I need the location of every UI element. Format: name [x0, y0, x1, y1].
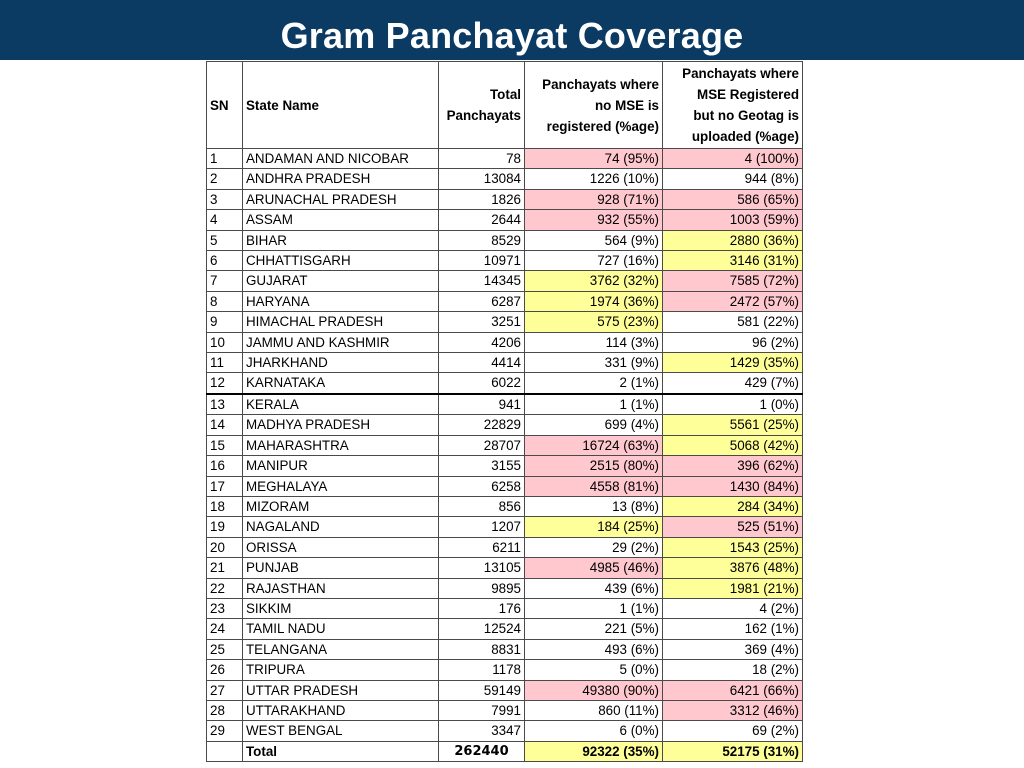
table-row: [207, 271, 803, 291]
total-panchayats-cell: 6211: [439, 537, 525, 557]
table-row: [207, 476, 803, 496]
no-geotag-cell: 1981 (21%): [663, 578, 803, 598]
no-geotag-cell: 525 (51%): [663, 517, 803, 537]
sn-cell: 2: [207, 169, 243, 189]
no-mse-cell: 1974 (36%): [525, 291, 663, 311]
total-panchayats-cell: 3251: [439, 312, 525, 332]
sn-cell: 17: [207, 476, 243, 496]
total-panchayats-cell: 856: [439, 496, 525, 516]
page-title: Gram Panchayat Coverage: [280, 15, 744, 56]
total-panchayats-cell: 59149: [439, 680, 525, 700]
sn-cell: 16: [207, 456, 243, 476]
total-panchayats-cell: 6258: [439, 476, 525, 496]
state-name-cell: UTTARAKHAND: [243, 700, 439, 720]
table-row: [207, 353, 803, 373]
table-row: [207, 496, 803, 516]
table-row: [207, 578, 803, 598]
header-row: [207, 62, 803, 149]
header-line: Total: [490, 87, 521, 102]
header-line: but no Geotag is: [693, 108, 799, 123]
no-mse-cell: 4985 (46%): [525, 558, 663, 578]
table-row: [207, 251, 803, 271]
header-line: Panchayats where: [542, 76, 659, 92]
header-line: Panchayats: [446, 108, 521, 123]
table-row: [207, 558, 803, 578]
table-row: [207, 660, 803, 680]
total-panchayats-cell: 22829: [439, 415, 525, 435]
no-mse-cell: 860 (11%): [525, 700, 663, 720]
sn-cell: 5: [207, 230, 243, 250]
sn-cell: 15: [207, 435, 243, 455]
sn-cell: 29: [207, 721, 243, 741]
sn-cell: 4: [207, 210, 243, 230]
header-line: no MSE is: [595, 97, 659, 113]
total-panchayats-cell: 8529: [439, 230, 525, 250]
table-row: [207, 312, 803, 332]
total-panchayats-cell: 1207: [439, 517, 525, 537]
table-row: [207, 291, 803, 311]
no-geotag-cell: 5068 (42%): [663, 435, 803, 455]
total-label: Total: [243, 741, 439, 761]
state-name-cell: MADHYA PRADESH: [243, 415, 439, 435]
no-mse-cell: 114 (3%): [525, 332, 663, 352]
total-panchayats-cell: 1826: [439, 189, 525, 209]
no-geotag-cell: 1 (0%): [663, 394, 803, 415]
no-geotag-cell: 5561 (25%): [663, 415, 803, 435]
state-name-cell: GUJARAT: [243, 271, 439, 291]
no-mse-cell: 1 (1%): [525, 394, 663, 415]
no-geotag-cell: 3876 (48%): [663, 558, 803, 578]
table-row: [207, 189, 803, 209]
no-mse-cell: 16724 (63%): [525, 435, 663, 455]
table-row: [207, 456, 803, 476]
table-row: [207, 619, 803, 639]
sn-cell: 12: [207, 373, 243, 394]
sn-cell: 9: [207, 312, 243, 332]
total-panchayats-cell: 8831: [439, 639, 525, 659]
sn-cell: 14: [207, 415, 243, 435]
no-geotag-cell: 1543 (25%): [663, 537, 803, 557]
no-mse-cell: 928 (71%): [525, 189, 663, 209]
no-mse-cell: 2515 (80%): [525, 456, 663, 476]
no-mse-cell: 3762 (32%): [525, 271, 663, 291]
total-sn-cell: [207, 741, 243, 761]
no-geotag-cell: 2472 (57%): [663, 291, 803, 311]
sn-cell: 25: [207, 639, 243, 659]
total-panchayats-cell: 13084: [439, 169, 525, 189]
table-row: [207, 169, 803, 189]
header-line: Panchayats where: [682, 66, 799, 81]
total-panchayats-cell: 4414: [439, 353, 525, 373]
table-row: [207, 435, 803, 455]
sn-cell: 28: [207, 700, 243, 720]
no-mse-cell: 575 (23%): [525, 312, 663, 332]
total-panchayats-cell: 28707: [439, 435, 525, 455]
no-geotag-cell: 396 (62%): [663, 456, 803, 476]
no-mse-cell: 184 (25%): [525, 517, 663, 537]
total-panchayats-value: 262440: [439, 741, 525, 761]
header-sn: SN: [207, 62, 243, 149]
table-row: [207, 700, 803, 720]
state-name-cell: MEGHALAYA: [243, 476, 439, 496]
no-mse-cell: 49380 (90%): [525, 680, 663, 700]
total-no-geotag-value: 52175 (31%): [663, 741, 803, 761]
sn-cell: 1: [207, 149, 243, 169]
state-name-cell: JHARKHAND: [243, 353, 439, 373]
no-mse-cell: 699 (4%): [525, 415, 663, 435]
total-row: [207, 741, 803, 761]
table-row: [207, 598, 803, 618]
header-state-name: State Name: [243, 62, 439, 149]
no-geotag-cell: 3146 (31%): [663, 251, 803, 271]
sn-cell: 10: [207, 332, 243, 352]
no-geotag-cell: 162 (1%): [663, 619, 803, 639]
sn-cell: 8: [207, 291, 243, 311]
total-panchayats-cell: 3347: [439, 721, 525, 741]
header-line: registered (%age): [546, 118, 659, 134]
state-name-cell: PUNJAB: [243, 558, 439, 578]
no-mse-cell: 1226 (10%): [525, 169, 663, 189]
state-name-cell: ANDHRA PRADESH: [243, 169, 439, 189]
total-panchayats-cell: 1178: [439, 660, 525, 680]
sn-cell: 21: [207, 558, 243, 578]
total-panchayats-cell: 12524: [439, 619, 525, 639]
state-name-cell: HIMACHAL PRADESH: [243, 312, 439, 332]
no-mse-cell: 2 (1%): [525, 373, 663, 394]
state-name-cell: WEST BENGAL: [243, 721, 439, 741]
header-line: MSE Registered: [697, 87, 799, 102]
no-geotag-cell: 944 (8%): [663, 169, 803, 189]
table-row: [207, 639, 803, 659]
no-mse-cell: 4558 (81%): [525, 476, 663, 496]
state-name-cell: JAMMU AND KASHMIR: [243, 332, 439, 352]
table-row: [207, 721, 803, 741]
state-name-cell: KERALA: [243, 394, 439, 415]
header-total-panchayats: [439, 62, 525, 149]
total-panchayats-cell: 78: [439, 149, 525, 169]
header-line: uploaded (%age): [691, 129, 799, 144]
table-row: [207, 230, 803, 250]
no-geotag-cell: 96 (2%): [663, 332, 803, 352]
state-name-cell: HARYANA: [243, 291, 439, 311]
no-geotag-cell: 69 (2%): [663, 721, 803, 741]
sn-cell: 13: [207, 394, 243, 415]
no-geotag-cell: 284 (34%): [663, 496, 803, 516]
sn-cell: 6: [207, 251, 243, 271]
sn-cell: 11: [207, 353, 243, 373]
state-name-cell: ASSAM: [243, 210, 439, 230]
no-mse-cell: 1 (1%): [525, 598, 663, 618]
state-name-cell: MANIPUR: [243, 456, 439, 476]
table-row: [207, 149, 803, 169]
total-panchayats-cell: 9895: [439, 578, 525, 598]
sn-cell: 27: [207, 680, 243, 700]
no-geotag-cell: 3312 (46%): [663, 700, 803, 720]
state-name-cell: ARUNACHAL PRADESH: [243, 189, 439, 209]
state-name-cell: KARNATAKA: [243, 373, 439, 394]
total-panchayats-cell: 2644: [439, 210, 525, 230]
state-name-cell: TAMIL NADU: [243, 619, 439, 639]
no-geotag-cell: 581 (22%): [663, 312, 803, 332]
no-geotag-cell: 7585 (72%): [663, 271, 803, 291]
no-mse-cell: 74 (95%): [525, 149, 663, 169]
no-geotag-cell: 18 (2%): [663, 660, 803, 680]
no-mse-cell: 13 (8%): [525, 496, 663, 516]
no-geotag-cell: 1430 (84%): [663, 476, 803, 496]
no-mse-cell: 221 (5%): [525, 619, 663, 639]
table-row: [207, 680, 803, 700]
no-mse-cell: 6 (0%): [525, 721, 663, 741]
table-row: [207, 415, 803, 435]
total-panchayats-cell: 6022: [439, 373, 525, 394]
coverage-table: [206, 61, 803, 762]
total-panchayats-cell: 10971: [439, 251, 525, 271]
no-geotag-cell: 369 (4%): [663, 639, 803, 659]
sn-cell: 3: [207, 189, 243, 209]
total-panchayats-cell: 6287: [439, 291, 525, 311]
total-panchayats-cell: 941: [439, 394, 525, 415]
total-no-mse-value: 92322 (35%): [525, 741, 663, 761]
total-panchayats-cell: 13105: [439, 558, 525, 578]
state-name-cell: RAJASTHAN: [243, 578, 439, 598]
no-mse-cell: 493 (6%): [525, 639, 663, 659]
no-geotag-cell: 2880 (36%): [663, 230, 803, 250]
no-mse-cell: 29 (2%): [525, 537, 663, 557]
no-geotag-cell: 1429 (35%): [663, 353, 803, 373]
state-name-cell: CHHATTISGARH: [243, 251, 439, 271]
state-name-cell: UTTAR PRADESH: [243, 680, 439, 700]
total-panchayats-cell: 176: [439, 598, 525, 618]
table-row: [207, 517, 803, 537]
sn-cell: 20: [207, 537, 243, 557]
sn-cell: 19: [207, 517, 243, 537]
table-row: [207, 373, 803, 394]
table-row: [207, 332, 803, 352]
state-name-cell: MAHARASHTRA: [243, 435, 439, 455]
no-geotag-cell: 4 (100%): [663, 149, 803, 169]
state-name-cell: ANDAMAN AND NICOBAR: [243, 149, 439, 169]
header-no-mse: [525, 62, 663, 149]
sn-cell: 22: [207, 578, 243, 598]
title-bar: [0, 0, 1024, 60]
total-panchayats-cell: 7991: [439, 700, 525, 720]
table-row: [207, 394, 803, 415]
sn-cell: 23: [207, 598, 243, 618]
no-geotag-cell: 586 (65%): [663, 189, 803, 209]
sn-cell: 7: [207, 271, 243, 291]
table-body: [207, 149, 803, 762]
state-name-cell: ORISSA: [243, 537, 439, 557]
no-mse-cell: 439 (6%): [525, 578, 663, 598]
state-name-cell: NAGALAND: [243, 517, 439, 537]
table-row: [207, 537, 803, 557]
no-geotag-cell: 1003 (59%): [663, 210, 803, 230]
total-panchayats-cell: 4206: [439, 332, 525, 352]
state-name-cell: TRIPURA: [243, 660, 439, 680]
state-name-cell: SIKKIM: [243, 598, 439, 618]
no-mse-cell: 5 (0%): [525, 660, 663, 680]
no-mse-cell: 564 (9%): [525, 230, 663, 250]
no-mse-cell: 932 (55%): [525, 210, 663, 230]
no-geotag-cell: 6421 (66%): [663, 680, 803, 700]
header-no-geotag: [663, 62, 803, 149]
no-mse-cell: 331 (9%): [525, 353, 663, 373]
total-panchayats-cell: 14345: [439, 271, 525, 291]
state-name-cell: MIZORAM: [243, 496, 439, 516]
sn-cell: 24: [207, 619, 243, 639]
total-panchayats-cell: 3155: [439, 456, 525, 476]
no-mse-cell: 727 (16%): [525, 251, 663, 271]
state-name-cell: TELANGANA: [243, 639, 439, 659]
sn-cell: 18: [207, 496, 243, 516]
state-name-cell: BIHAR: [243, 230, 439, 250]
no-geotag-cell: 4 (2%): [663, 598, 803, 618]
sn-cell: 26: [207, 660, 243, 680]
table-row: [207, 210, 803, 230]
no-geotag-cell: 429 (7%): [663, 373, 803, 394]
